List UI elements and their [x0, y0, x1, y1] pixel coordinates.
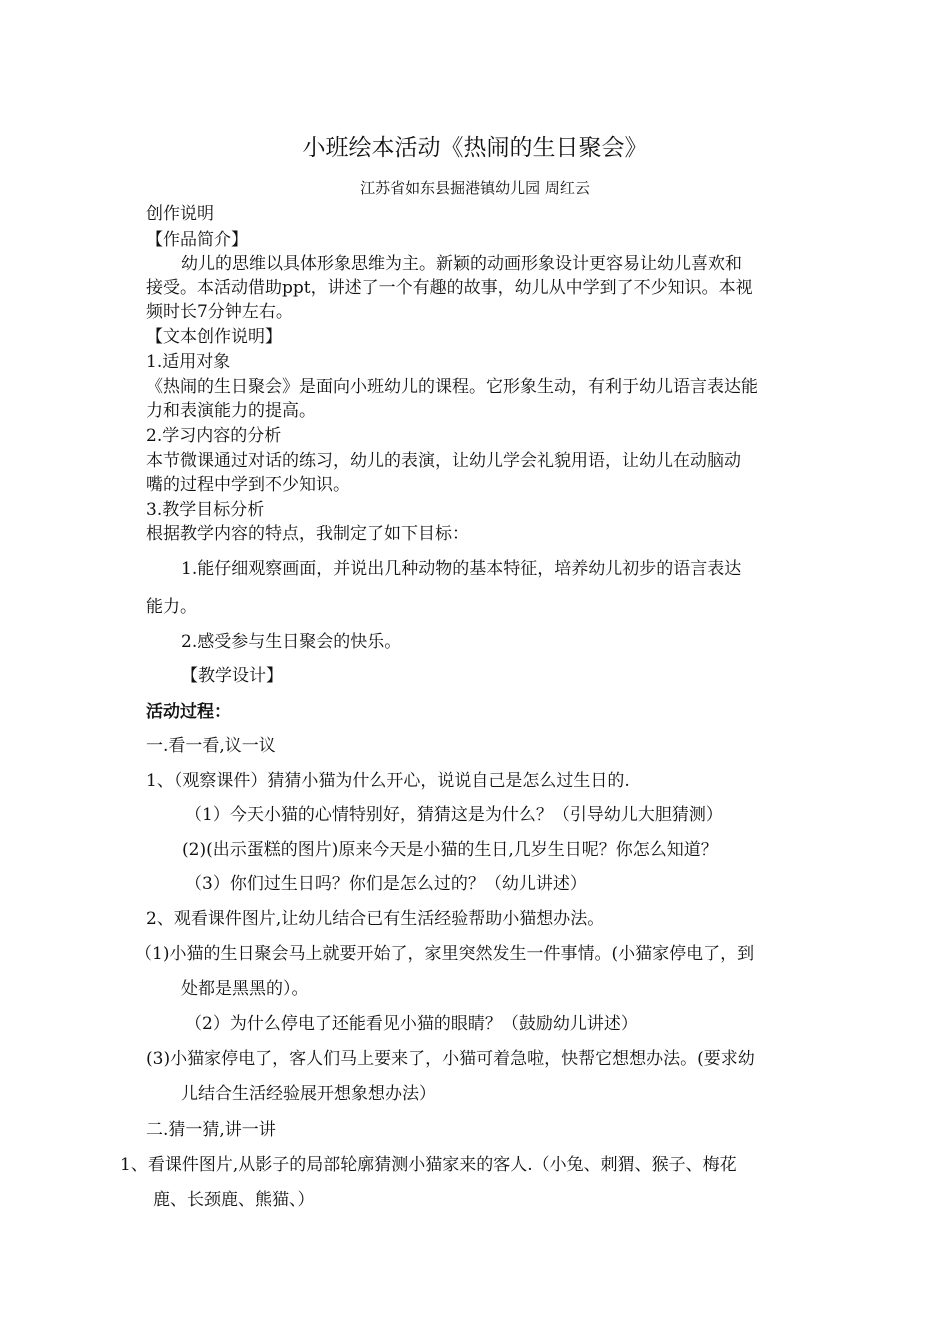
paragraph-line: 接受。本活动借助ppt，讲述了一个有趣的故事，幼儿从中学到了不少知识。本视 [146, 278, 753, 298]
sub-step-item-continued: 处都是黑黑的）。 [181, 979, 309, 999]
sub-step-item: （1)小猫的生日聚会马上就要开始了，家里突然发生一件事情。(小猫家停电了，到 [135, 944, 755, 964]
sub-step-item: （3）你们过生日吗？你们是怎么过的？（幼儿讲述） [185, 874, 587, 894]
sub-step-item: (2)(出示蛋糕的图片)原来今天是小猫的生日,几岁生日呢？你怎么知道？ [182, 840, 718, 860]
step-item-continued: 鹿、长颈鹿、熊猫、） [153, 1190, 315, 1210]
goal-item: 2.感受参与生日聚会的快乐。 [181, 632, 402, 652]
paragraph-line: 《热闹的生日聚会》是面向小班幼儿的课程。它形象生动，有利于幼儿语言表达能 [146, 377, 758, 397]
goal-item: 1.能仔细观察画面，并说出几种动物的基本特征，培养幼儿初步的语言表达 [181, 559, 742, 579]
numbered-heading: 1.适用对象 [146, 352, 231, 372]
numbered-heading: 3.教学目标分析 [146, 500, 265, 520]
step-item: 1、（观察课件）猜猜小猫为什么开心，说说自己是怎么过生日的. [146, 771, 630, 791]
paragraph-line: 根据教学内容的特点，我制定了如下目标： [146, 524, 469, 544]
document-title: 小班绘本活动《热闹的生日聚会》 [302, 135, 648, 161]
numbered-heading: 2.学习内容的分析 [146, 426, 282, 446]
part-heading: 一.看一看,议一议 [146, 736, 276, 756]
step-item: 2、观看课件图片,让幼儿结合已有生活经验帮助小猫想办法。 [146, 909, 605, 929]
goal-item-continued: 能力。 [146, 597, 197, 617]
activity-process-heading: 活动过程： [146, 702, 231, 722]
sub-step-item: (3)小猫家停电了，客人们马上要来了，小猫可着急啦，快帮它想想办法。(要求幼 [146, 1049, 755, 1069]
section-heading: 【教学设计】 [181, 666, 283, 686]
section-heading: 【作品简介】 [146, 230, 248, 250]
section-heading: 【文本创作说明】 [146, 327, 282, 347]
step-item: 1、看课件图片,从影子的局部轮廓猜测小猫家来的客人.（小兔、刺猬、猴子、梅花 [120, 1155, 737, 1175]
paragraph-line: 嘴的过程中学到不少知识。 [146, 475, 350, 495]
sub-step-item: （1）今天小猫的心情特别好，猜猜这是为什么？（引导幼儿大胆猜测） [185, 805, 723, 825]
paragraph-line: 本节微课通过对话的练习，幼儿的表演，让幼儿学会礼貌用语，让幼儿在动脑动 [146, 451, 741, 471]
sub-step-item-continued: 儿结合生活经验展开想象想办法） [181, 1084, 436, 1104]
paragraph-line: 频时长7分钟左右。 [146, 302, 293, 322]
section-heading: 创作说明 [146, 204, 214, 224]
paragraph-line: 力和表演能力的提高。 [146, 401, 316, 421]
document-author: 江苏省如东县掘港镇幼儿园 周红云 [360, 179, 590, 197]
paragraph-line: 幼儿的思维以具体形象思维为主。新颖的动画形象设计更容易让幼儿喜欢和 [181, 254, 742, 274]
sub-step-item: （2）为什么停电了还能看见小猫的眼睛？（鼓励幼儿讲述） [185, 1014, 638, 1034]
part-heading: 二.猜一猜,讲一讲 [146, 1120, 276, 1140]
